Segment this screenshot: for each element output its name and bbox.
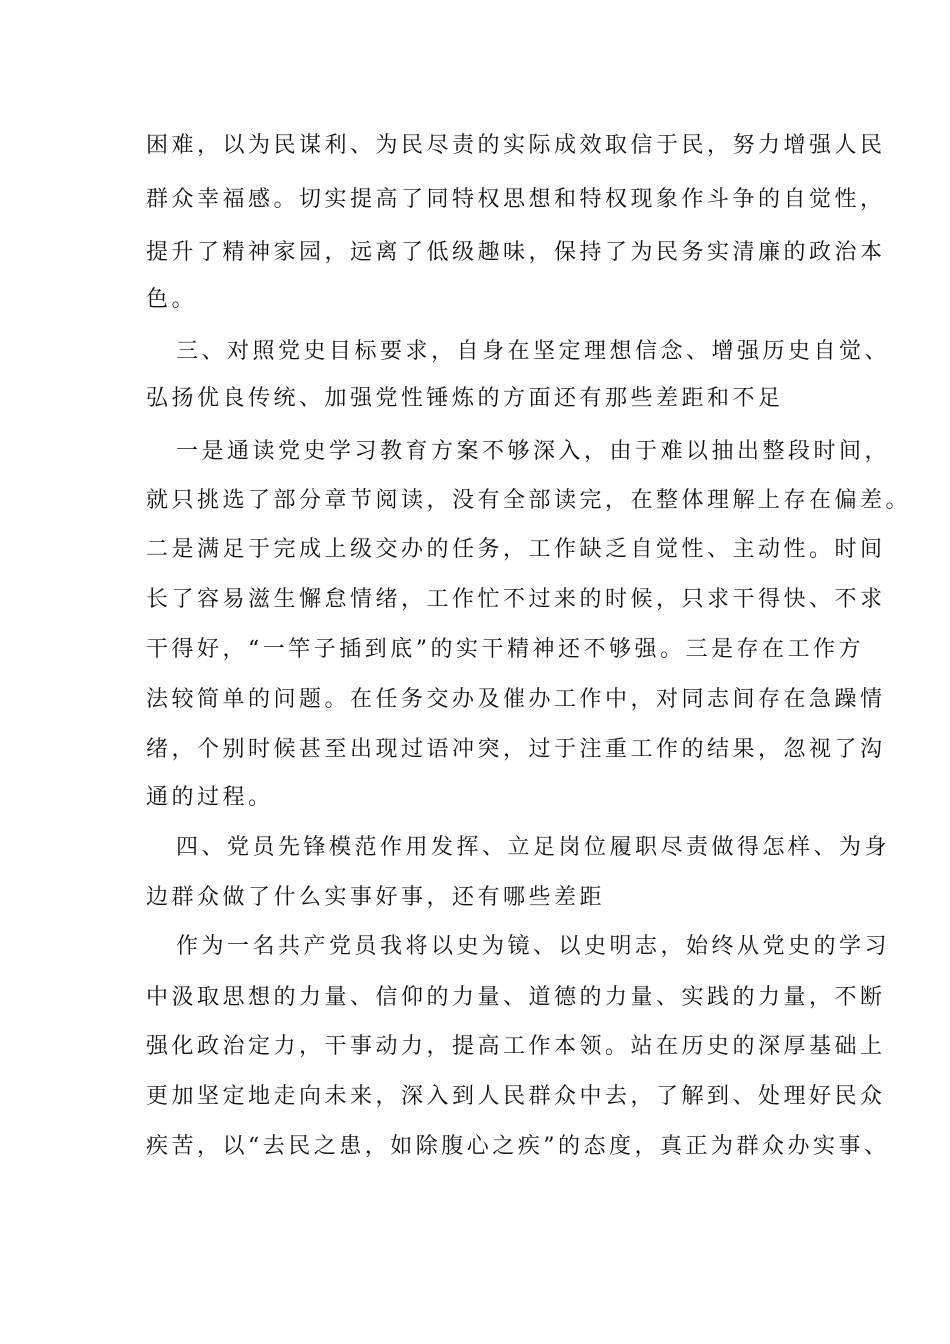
text-line: 群众幸福感。切实提高了同特权思想和特权现象作斗争的自觉性， <box>146 187 886 212</box>
section-heading-four-cont: 边群众做了什么实事好事，还有哪些差距 <box>146 885 606 910</box>
text-line: 二是满足于完成上级交办的任务，工作缺乏自觉性、主动性。时间 <box>146 537 886 562</box>
text-line: 强化政治定力，干事动力，提高工作本领。站在历史的深厚基础上 <box>146 1034 886 1059</box>
text-line: 就只挑选了部分章节阅读，没有全部读完，在整体理解上存在偏差。 <box>146 488 912 513</box>
text-line: 法较简单的问题。在任务交办及催办工作中，对同志间存在急躁情 <box>146 687 886 712</box>
text-line: 通的过程。 <box>146 785 274 810</box>
text-line: 干得好，“一竿子插到底”的实干精神还不够强。三是存在工作方 <box>146 637 864 662</box>
paragraph-start: 作为一名共产党员我将以史为镜、以史明志，始终从党史的学习 <box>176 934 891 959</box>
text-line: 提升了精神家园，远离了低级趣味，保持了为民务实清廉的政治本 <box>146 240 886 265</box>
text-line: 疾苦，以“去民之患，如除腹心之疾”的态度，真正为群众办实事、 <box>146 1134 890 1159</box>
text-line: 绪，个别时候甚至出现过语冲突，过于注重工作的结果，忽视了沟 <box>146 737 886 762</box>
section-heading-three-cont: 弘扬优良传统、加强党性锤炼的方面还有那些差距和不足 <box>146 386 784 411</box>
text-line: 色。 <box>146 287 198 312</box>
text-line: 中汲取思想的力量、信仰的力量、道德的力量、实践的力量，不断 <box>146 985 886 1010</box>
text-line: 更加坚定地走向未来，深入到人民群众中去，了解到、处理好民众 <box>146 1084 886 1109</box>
text-line: 长了容易滋生懈怠情绪，工作忙不过来的时候，只求干得快、不求 <box>146 587 886 612</box>
text-line: 困难，以为民谋利、为民尽责的实际成效取信于民，努力增强人民 <box>146 133 886 158</box>
section-heading-three: 三、对照党史目标要求，自身在坚定理想信念、增强历史自觉、 <box>176 339 891 364</box>
paragraph-start: 一是通读党史学习教育方案不够深入，由于难以抽出整段时间， <box>176 439 891 464</box>
section-heading-four: 四、党员先锋模范作用发挥、立足岗位履职尽责做得怎样、为身 <box>176 835 891 860</box>
